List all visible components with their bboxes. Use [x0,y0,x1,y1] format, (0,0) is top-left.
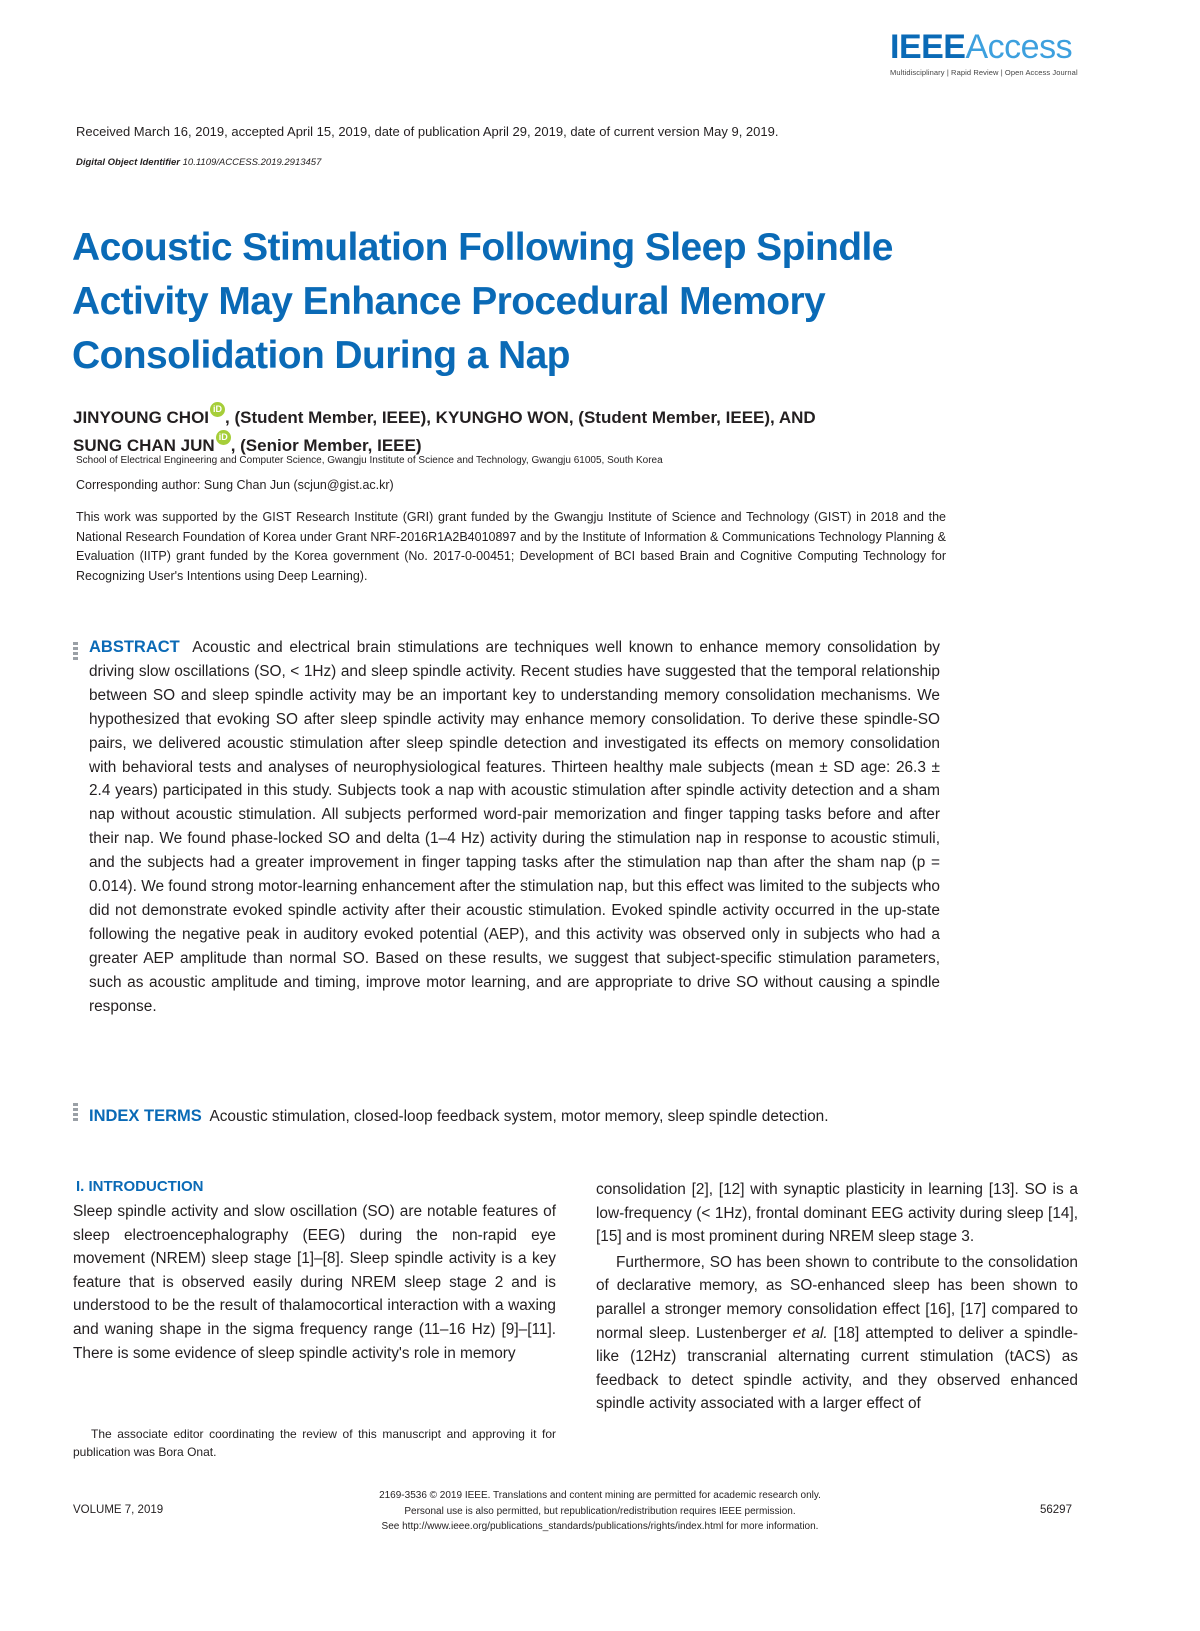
author-name: JINYOUNG CHOI [73,408,210,427]
section-marker-icon [73,642,79,662]
intro-paragraph [596,1251,1078,1416]
doi-label: Digital Object Identifier [76,157,180,168]
et-al: et al. [792,1324,828,1342]
copyright-notice [280,1488,920,1535]
intro-paragraph: consolidation [2], [12] with synaptic plasticity in learning [13]. SO is a low-frequency (< 1Hz), frontal dominant EEG activity during sleep [14], [15] and is most prominent during NREM sleep stage 3. [596,1181,1078,1246]
funding-statement: This work was supported by the GIST Research Institute (GRI) grant funded by the Gwangju Institute of Science and Technology (GIST) in 2018 and the National Research Foundation of Korea under Grant NRF-2016R1A2B4010897 and by the Institute of Information & Communications Technology Planning & Evaluation (IITP) grant funded by the Korea government (No. 2017-0-00451; Development of BCI based Brain and Cognitive Computing Technology for Recognizing User's Intentions using Deep Learning). [76,510,946,583]
author-role: , (Student Member, IEEE), KYUNGHO WON, (Student Member, IEEE), AND [225,408,816,427]
abstract [89,636,940,1019]
orcid-icon[interactable]: iD [210,402,225,417]
page-number: 56297 [1040,1504,1072,1516]
intro-text: Furthermore, SO has been shown to contribute to the consolidation of declarative memory, as SO-enhanced sleep has been shown to parallel a stronger memory consolidation effect [16], [17] compared to normal sleep. Lustenberger [596,1253,1078,1342]
logo-ieee: IEEE [890,28,966,66]
author-role: , (Senior Member, IEEE) [230,436,422,455]
doi-line [76,157,321,168]
abstract-heading: ABSTRACT [89,638,180,656]
intro-text: [18] attempted to deliver a spindle-like (12Hz) transcranial alternating current stimulation (tACS) as feedback to detect spindle activity, and they observed enhanced spindle activity associated with a larger effect of [596,1324,1079,1413]
intro-right-column [596,1178,1078,1416]
paper-title: Acoustic Stimulation Following Sleep Spindle Activity May Enhance Procedural Memory Consolidation During a Nap [72,226,893,377]
editor-footnote: The associate editor coordinating the review of this manuscript and approving it for publication was Bora Onat. [73,1427,556,1459]
copyright-line: Personal use is also permitted, but republication/redistribution requires IEEE permission. [404,1505,796,1517]
logo-wordmark [890,30,1090,64]
author-list [73,404,973,460]
intro-paragraph: Sleep spindle activity and slow oscillation (SO) are notable features of sleep electroencephalography (EEG) during the non-rapid eye movement (NREM) sleep stage [1]–[8]. Sleep spindle activity is a key feature that is observed easily during NREM sleep stage 2 and is understood to be the result of thalamocortical interaction with a waxing and waning shape in the sigma frequency range (11–16 Hz) [9]–[11]. There is some evidence of sleep spindle activity's role in memory [73,1203,556,1362]
copyright-line: 2169-3536 © 2019 IEEE. Translations and content mining are permitted for academic research only. [379,1490,821,1501]
received-dates: Received March 16, 2019, accepted April 15, 2019, date of publication April 29, 2019, date of current version May 9, 2019. [76,124,779,139]
index-terms-text: Acoustic stimulation, closed-loop feedback system, motor memory, sleep spindle detection. [209,1108,829,1125]
intro-left-column [73,1200,556,1365]
index-terms-heading: INDEX TERMS [89,1107,202,1125]
author-name: SUNG CHAN JUN [73,436,215,455]
section-heading-introduction: I. INTRODUCTION [76,1178,204,1195]
doi-value: 10.1109/ACCESS.2019.2913457 [182,157,322,168]
copyright-link[interactable]: See http://www.ieee.org/publications_standards/publications/rights/index.html for more information. [381,1521,819,1532]
index-terms [89,1104,949,1129]
volume-label: VOLUME 7, 2019 [73,1504,164,1516]
affiliation: School of Electrical Engineering and Computer Science, Gwangju Institute of Science and Technology, Gwangju 61005, South Korea [76,455,663,466]
abstract-text: Acoustic and electrical brain stimulations are techniques well known to enhance memory consolidation by driving slow oscillations (SO, < 1Hz) and sleep spindle activity. Recent studies have suggested that the temporal relationship between SO and sleep spindle activity may be an important key to understanding memory consolidation mechanisms. We hypothesized that evoking SO after sleep spindle activity may enhance memory consolidation. To derive these spindle-SO pairs, we delivered acoustic stimulation after sleep spindle detection and investigated its effects on memory consolidation with behavioral tests and analyses of neurophysiological features. Thirteen healthy male subjects (mean ± SD age: 26.3 ± 2.4 years) participated in this study. Subjects took a nap with acoustic stimulation after spindle activity detection and a sham nap without acoustic stimulation. All subjects performed word-pair memorization and finger tapping tasks before and after their nap. We found phase-locked SO and delta (1–4 Hz) activity during the stimulation nap in response to acoustic stimuli, and the subjects had a greater improvement in finger tapping tasks after the stimulation nap than after the sham nap (p = 0.014). We found strong motor-learning enhancement after the stimulation nap, but this effect was limited to the subjects who did not demonstrate evoked spindle activity after their acoustic stimulation. Evoked spindle activity occurred in the up-state following the negative peak in auditory evoked potential (AEP), and this activity was observed only in subjects who had a greater AEP amplitude than normal SO. Based on these results, we suggest that subject-specific stimulation parameters, such as acoustic amplitude and timing, improve motor learning, and are appropriate to drive SO without causing a spindle response. [89,639,941,1015]
section-marker-icon [73,1103,79,1123]
orcid-icon[interactable]: iD [216,430,231,445]
logo-access: Access [965,28,1073,66]
ieee-access-logo [890,30,1090,90]
corresponding-author: Corresponding author: Sung Chan Jun (scjun@gist.ac.kr) [76,478,394,492]
logo-tagline: Multidisciplinary | Rapid Review | Open Access Journal [890,68,1078,77]
